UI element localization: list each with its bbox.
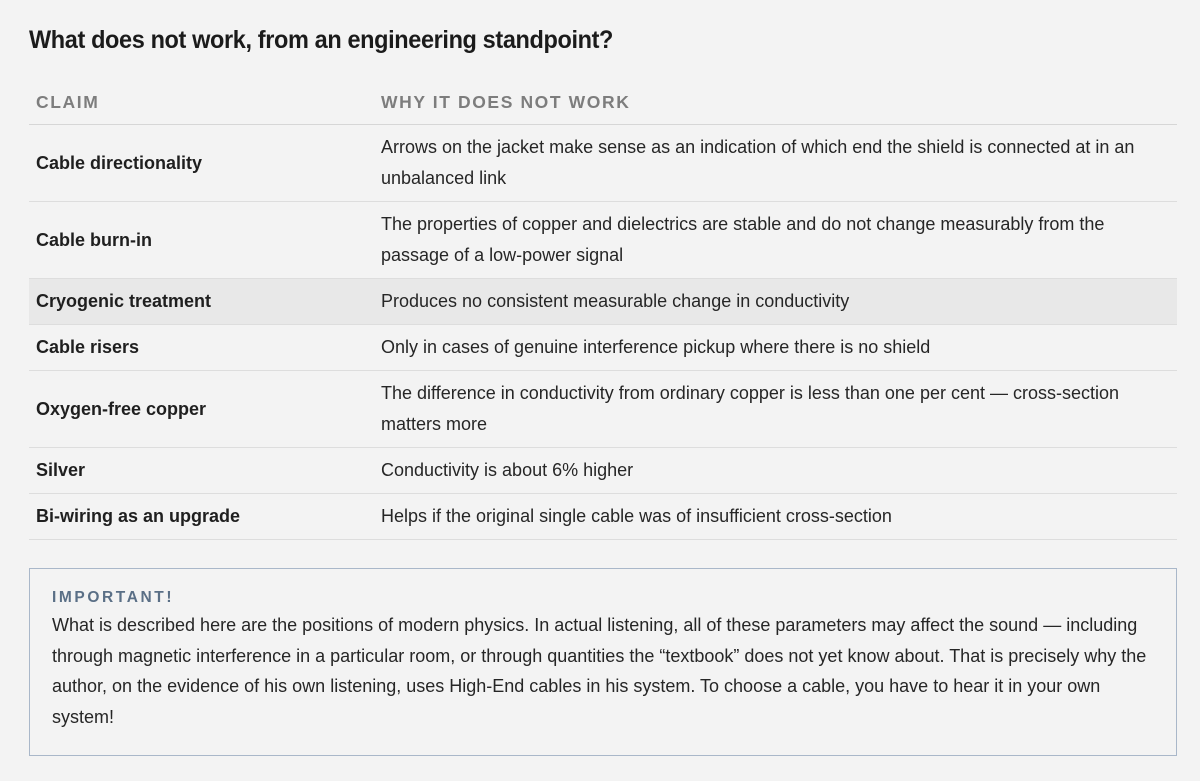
claim-cell: Cryogenic treatment — [29, 279, 374, 325]
claim-cell: Silver — [29, 448, 374, 494]
note-label: IMPORTANT! — [52, 589, 175, 606]
table-row — [29, 494, 1177, 540]
table-header-row — [29, 80, 1177, 125]
table-row — [29, 125, 1177, 202]
reason-cell: Arrows on the jacket make sense as an indication of which end the shield is connected at in an unbalanced link — [374, 125, 1177, 202]
reason-cell: The properties of copper and dielectrics are stable and do not change measurably from the passage of a low-power signal — [374, 202, 1177, 279]
reason-cell: Conductivity is about 6% higher — [374, 448, 1177, 494]
column-header-reason: WHY IT DOES NOT WORK — [374, 80, 1177, 125]
important-note — [29, 568, 1177, 756]
note-text: What is described here are the positions of modern physics. In actual listening, all of these parameters may affect the sound — including through magnetic interference in a particular room, or through quantities the “textbook” does not yet know about. That is precisely why the author, on the evidence of his own listening, uses High-End cables in his system. To choose a cable, you have to hear it in your own system! — [52, 615, 1147, 727]
claims-table — [29, 80, 1177, 540]
table-row — [29, 325, 1177, 371]
table-row-highlighted — [29, 279, 1177, 325]
claim-cell: Cable burn-in — [29, 202, 374, 279]
claim-cell: Cable risers — [29, 325, 374, 371]
claim-cell: Oxygen-free copper — [29, 371, 374, 448]
table-row — [29, 202, 1177, 279]
table-row — [29, 371, 1177, 448]
reason-cell: Produces no consistent measurable change in conductivity — [374, 279, 1177, 325]
reason-cell: Helps if the original single cable was of insufficient cross-section — [374, 494, 1177, 540]
table-row — [29, 448, 1177, 494]
column-header-claim: CLAIM — [29, 80, 374, 125]
section-title: What does not work, from an engineering standpoint? — [29, 26, 614, 54]
reason-cell: Only in cases of genuine interference pickup where there is no shield — [374, 325, 1177, 371]
claim-cell: Cable directionality — [29, 125, 374, 202]
claim-cell: Bi-wiring as an upgrade — [29, 494, 374, 540]
reason-cell: The difference in conductivity from ordinary copper is less than one per cent — cross-section matters more — [374, 371, 1177, 448]
